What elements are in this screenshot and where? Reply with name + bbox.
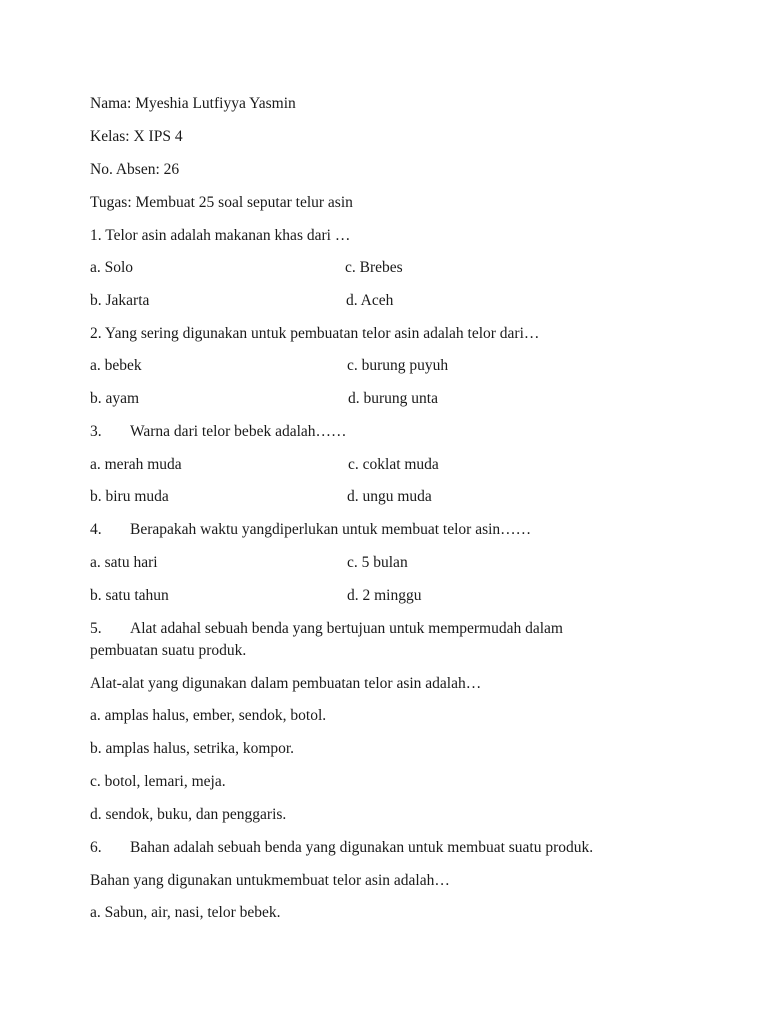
- q1-option-b: b. Jakarta: [90, 292, 150, 309]
- q2-option-a: a. bebek: [90, 357, 142, 374]
- q4-option-a: a. satu hari: [90, 554, 158, 571]
- assignment-title: Tugas: Membuat 25 soal seputar telur asin: [90, 194, 353, 211]
- q2-option-c: c. burung puyuh: [347, 357, 449, 374]
- question-5-prompt: Alat-alat yang digunakan dalam pembuatan telor asin adalah…: [90, 675, 482, 692]
- question-6-number: 6.: [90, 839, 102, 856]
- q4-option-c: c. 5 bulan: [347, 554, 408, 571]
- student-number: No. Absen: 26: [90, 161, 180, 178]
- q4-option-d: d. 2 minggu: [347, 587, 422, 604]
- question-5-text-line2: pembuatan suatu produk.: [90, 642, 247, 659]
- q1-option-c: c. Brebes: [345, 259, 403, 276]
- question-4-text: Berapakah waktu yangdiperlukan untuk membuat telor asin……: [130, 521, 532, 538]
- question-2: 2. Yang sering digunakan untuk pembuatan telor asin adalah telor dari…: [90, 325, 540, 342]
- question-6: [90, 838, 593, 858]
- q3-option-a: a. merah muda: [90, 456, 182, 473]
- q3-option-c: c. coklat muda: [348, 456, 439, 473]
- question-4-number: 4.: [90, 521, 102, 538]
- q3-option-b: b. biru muda: [90, 488, 169, 505]
- q6-option-a: a. Sabun, air, nasi, telor bebek.: [90, 904, 281, 921]
- q5-option-a: a. amplas halus, ember, sendok, botol.: [90, 707, 327, 724]
- q1-option-d: d. Aceh: [346, 292, 394, 309]
- student-name: Nama: Myeshia Lutfiyya Yasmin: [90, 95, 296, 112]
- question-6-text: Bahan adalah sebuah benda yang digunakan untuk membuat suatu produk.: [130, 839, 594, 856]
- question-3-text: Warna dari telor bebek adalah……: [130, 423, 347, 440]
- q1-option-a: a. Solo: [90, 259, 134, 276]
- question-3-number: 3.: [90, 423, 102, 440]
- question-4: [90, 520, 531, 540]
- q5-option-b: b. amplas halus, setrika, kompor.: [90, 740, 295, 757]
- question-5: [90, 619, 563, 639]
- q2-option-d: d. burung unta: [348, 390, 438, 407]
- q2-option-b: b. ayam: [90, 390, 140, 407]
- q5-option-d: d. sendok, buku, dan penggaris.: [90, 806, 287, 823]
- question-1: 1. Telor asin adalah makanan khas dari …: [90, 227, 351, 244]
- question-5-text-line1: Alat adahal sebuah benda yang bertujuan untuk mempermudah dalam: [130, 620, 563, 637]
- q4-option-b: b. satu tahun: [90, 587, 169, 604]
- question-6-prompt: Bahan yang digunakan untukmembuat telor asin adalah…: [90, 872, 450, 889]
- q5-option-c: c. botol, lemari, meja.: [90, 773, 226, 790]
- student-class: Kelas: X IPS 4: [90, 128, 183, 145]
- question-3: [90, 422, 347, 442]
- q3-option-d: d. ungu muda: [347, 488, 432, 505]
- question-5-number: 5.: [90, 620, 102, 637]
